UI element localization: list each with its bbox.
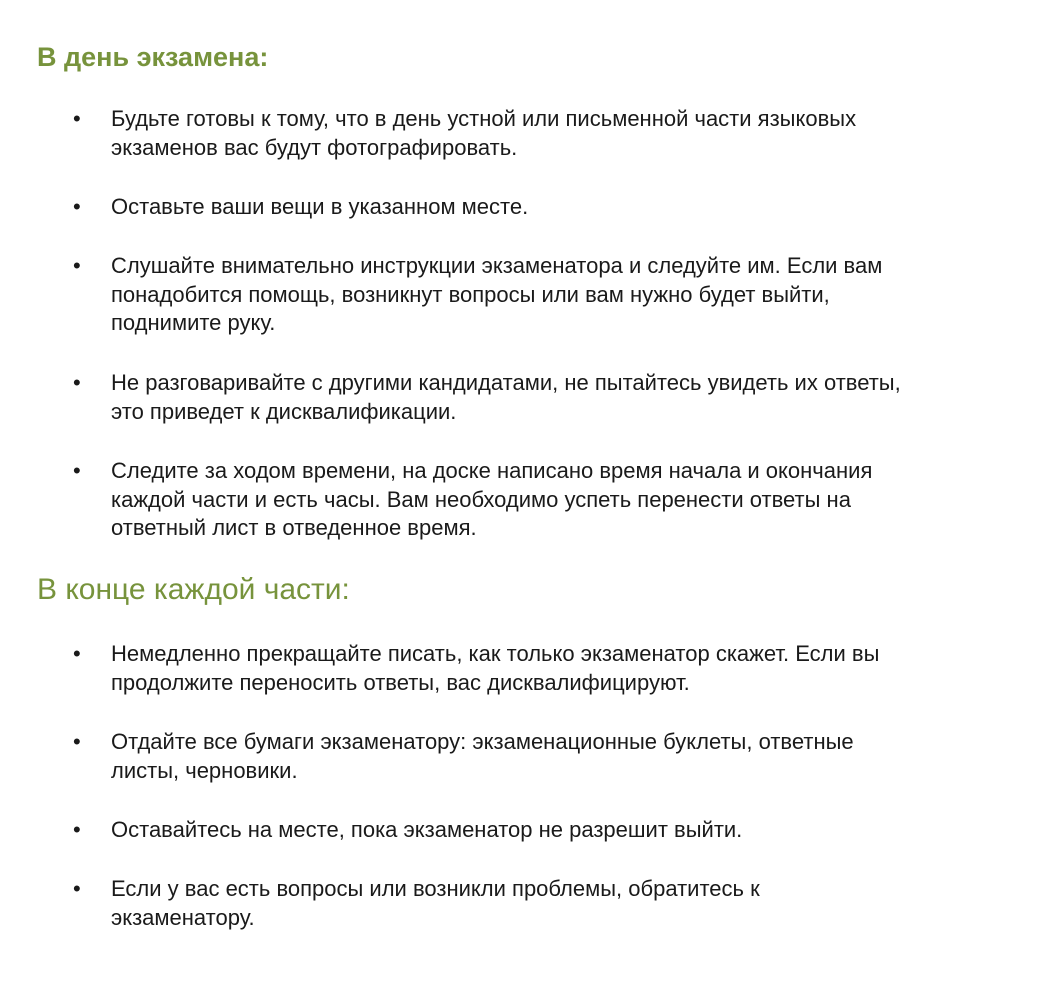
list-item-text: Слушайте внимательно инструкции экзаменатора и следуйте им. Если вам понадобится помощь, возникнут вопросы или вам нужно будет выйти, поднимите руку. bbox=[111, 253, 883, 336]
list-item-text: Следите за ходом времени, на доске написано время начала и окончания каждой части и есть часы. Вам необходимо успеть перенести ответы на ответный лист в отведенное время. bbox=[111, 458, 873, 541]
list-item-text: Будьте готовы к тому, что в день устной или письменной части языковых экзаменов вас будут фотографировать. bbox=[111, 106, 857, 160]
list-item-text: Оставьте ваши вещи в указанном месте. bbox=[111, 194, 529, 219]
bullet-icon: • bbox=[73, 729, 81, 754]
bullet-icon: • bbox=[73, 106, 81, 131]
bullet-icon: • bbox=[73, 641, 81, 666]
list-item-text: Если у вас есть вопросы или возникли проблемы, обратитесь к экзаменатору. bbox=[111, 876, 760, 930]
bullet-icon: • bbox=[73, 458, 81, 483]
list-item-text: Оставайтесь на месте, пока экзаменатор не разрешит выйти. bbox=[111, 817, 743, 842]
bullet-icon: • bbox=[73, 817, 81, 842]
section-heading-exam-day: В день экзамена: bbox=[37, 42, 269, 72]
section-heading-end-of-part: В конце каждой части: bbox=[37, 573, 350, 606]
bullet-icon: • bbox=[73, 876, 81, 901]
bullet-icon: • bbox=[73, 370, 81, 395]
list-item-text: Отдайте все бумаги экзаменатору: экзаменационные буклеты, ответные листы, черновики. bbox=[111, 729, 854, 783]
list-item-text: Не разговаривайте с другими кандидатами, не пытайтесь увидеть их ответы, это приведет к дисквалификации. bbox=[111, 370, 901, 424]
bullet-icon: • bbox=[73, 253, 81, 278]
bullet-icon: • bbox=[73, 194, 81, 219]
list-item-text: Немедленно прекращайте писать, как только экзаменатор скажет. Если вы продолжите переносить ответы, вас дисквалифицируют. bbox=[111, 641, 880, 695]
